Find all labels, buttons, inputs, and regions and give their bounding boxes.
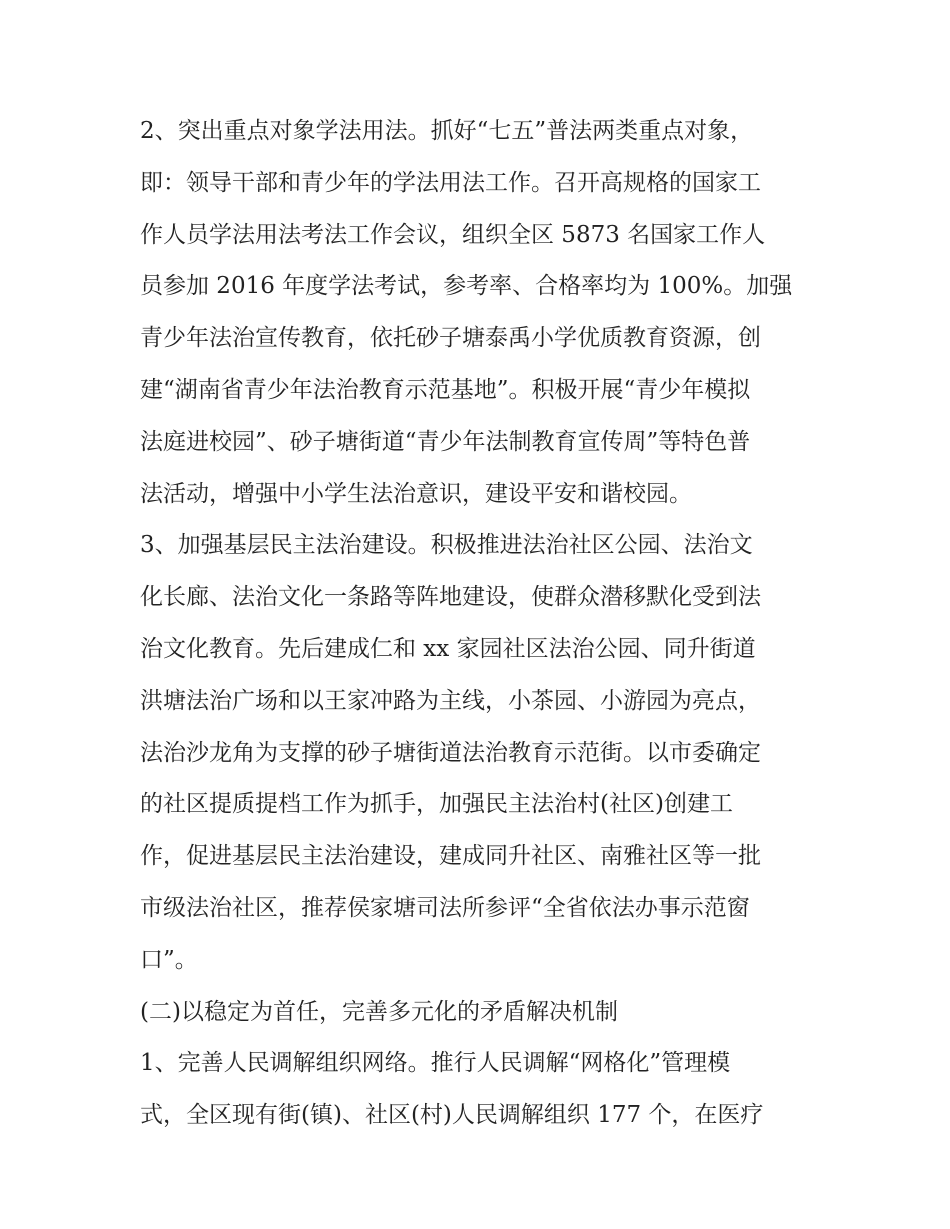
text-line: 口”。	[140, 946, 198, 973]
text-line: 3、加强基层民主法治建设。积极推进法治社区公园、法治文	[140, 532, 753, 559]
text-line: 化长廊、法治文化一条路等阵地建设，使群众潜移默化受到法	[140, 584, 761, 611]
body-text	[140, 106, 830, 1142]
text-line: 2、突出重点对象学法用法。抓好“七五”普法两类重点对象，	[140, 118, 754, 144]
text-line: 法治沙龙角为支撑的砂子塘街道法治教育示范街。以市委确定	[140, 739, 761, 766]
text-line: 建“湖南省青少年法治教育示范基地”。积极开展“青少年模拟	[140, 376, 751, 403]
text-line: 员参加 2016 年度学法考试，参考率、合格率均为 100%。加强	[140, 273, 793, 300]
text-line: 1、完善人民调解组织网络。推行人民调解“网格化”管理模	[140, 1050, 731, 1077]
text-line: 法庭进校园”、砂子塘街道“青少年法制教育宣传周”等特色普	[140, 428, 751, 455]
text-line: 作，促进基层民主法治建设，建成同升社区、南雅社区等一批	[140, 843, 761, 870]
text-line: 市级法治社区，推荐侯家塘司法所参评“全省依法办事示范窗	[140, 894, 750, 921]
text-line: 法活动，增强中小学生法治意识，建设平安和谐校园。	[140, 480, 692, 507]
text-line: 洪塘法治广场和以王家冲路为主线，小茶园、小游园为亮点，	[140, 687, 761, 714]
text-line: 治文化教育。先后建成仁和 xx 家园社区法治公园、同升街道	[140, 635, 756, 662]
text-line: 作人员学法用法考法工作会议，组织全区 5873 名国家工作人	[140, 221, 766, 248]
text-line: 即：领导干部和青少年的学法用法工作。召开高规格的国家工	[140, 169, 761, 196]
text-line: 青少年法治宣传教育，依托砂子塘泰禹小学优质教育资源，创	[140, 325, 761, 352]
section-heading: (二)以稳定为首任，完善多元化的矛盾解决机制	[140, 998, 618, 1025]
text-line: 式，全区现有街(镇)、社区(村)人民调解组织 177 个，在医疗	[140, 1102, 764, 1129]
text-line: 的社区提质提档工作为抓手，加强民主法治村(社区)创建工	[140, 791, 733, 818]
